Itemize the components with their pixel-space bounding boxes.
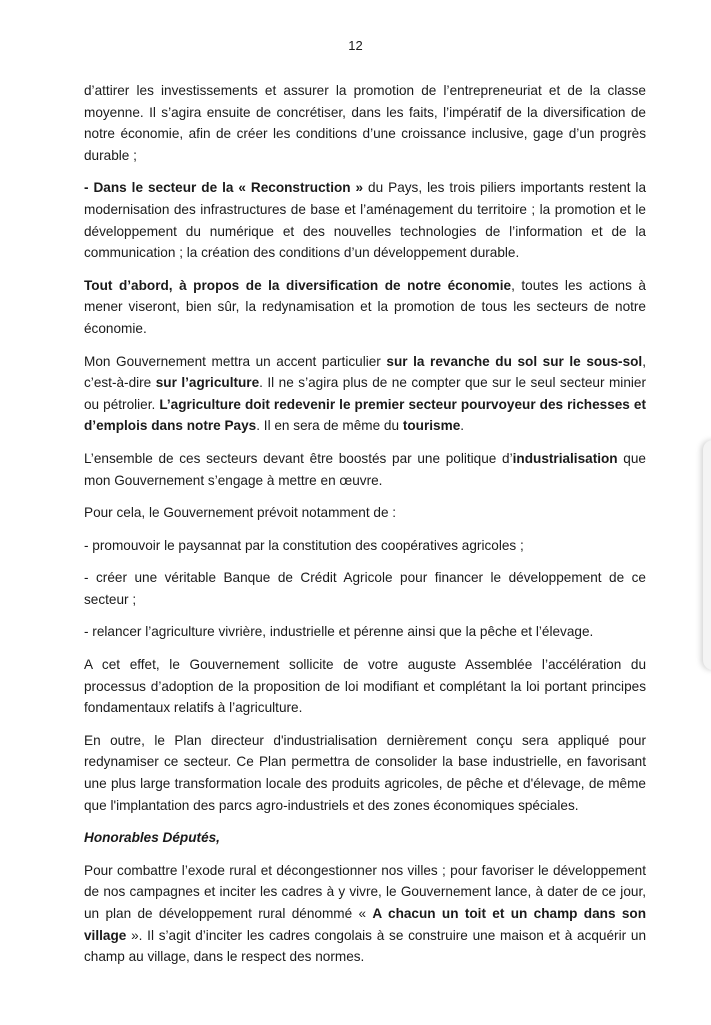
bold-text: sur la revanche du sol sur le sous-sol [386,353,643,369]
bold-text: industrialisation [512,450,618,466]
bold-text: Tout d’abord, à propos de la diversification de notre économie [84,277,512,293]
side-panel-handle[interactable] [703,440,711,670]
paragraph-plan-directeur [84,730,646,816]
text: A cet effet, le Gouvernement sollicite de votre auguste Assemblée l’accélération du processus d’adoption de la proposition de loi modifiant et complétant la loi portant principes fondamentaux relatifs à l’agriculture. [84,657,646,716]
paragraph-industrialisation [84,448,646,491]
bold-text: tourisme [402,418,461,434]
document-body [84,80,646,979]
text: que mon Gouvernement s’engage à mettre en œuvre. [84,450,646,488]
paragraph-agriculture [84,351,646,437]
text: du Pays, les trois piliers importants restent la modernisation des infrastructures de base et l’aménagement du territoire ; la promotion et le développement du numérique et des nouvelles technologies de l’information et de la communication ; la création des conditions d’un développement durable. [84,180,647,261]
text: En outre, le Plan directeur d'industrialisation dernièrement conçu sera appliqué pour redynamiser ce secteur. Ce Plan permettra de consolider la base industrielle, en favorisant une plus large transformation locale des produits agricoles, de pêche et d'élevage, de même que l'implantation des parcs agro-industriels et des zones économiques spéciales. [84,732,646,813]
text: Pour cela, le Gouvernement prévoit notamment de : [84,505,397,521]
bold-italic-text: Honorables Députés, [84,830,220,846]
bold-text: - Dans le secteur de la « Reconstruction » [84,180,364,196]
paragraph-assemblee [84,654,646,719]
text: - promouvoir le paysannat par la constitution des coopératives agricoles ; [84,537,524,553]
paragraph-reconstruction [84,177,646,263]
text: Mon Gouvernement mettra un accent particulier [84,353,387,369]
list-item [84,621,646,643]
text: , toutes les actions à mener viseront, bien sûr, la redynamisation et la promotion de tous les secteurs de notre économie. [84,277,646,336]
text: - créer une véritable Banque de Crédit Agricole pour financer le développement de ce secteur ; [84,570,646,607]
text: d’attirer les investissements et assurer la promotion de l’entrepreneuriat et de la classe moyenne. Il s’agira ensuite de concrétiser, dans les faits, l’impératif de la diversification de notre économie, afin de créer les conditions d’une croissance inclusive, gage d’un progrès durable ; [84,83,646,163]
bold-text: A chacun un toit et un champ dans son village [84,906,647,943]
bold-text: sur l’agriculture [155,375,260,391]
page-number: 12 [348,38,363,53]
salutation-heading [84,827,646,849]
text: . Il en sera de même du [256,418,403,434]
text: - relancer l’agriculture vivrière, industrielle et pérenne ainsi que la pêche et l’élevage. [84,624,594,640]
text: , c’est-à-dire [84,353,646,391]
text: ». Il s’agit d’inciter les cadres congolais à se construire une maison et à acquérir un champ au village, dans le respect des normes. [84,927,646,965]
paragraph-intro-list [84,502,646,524]
text: . Il ne s’agira plus de ne compter que sur le seul secteur minier ou pétrolier. [84,375,646,412]
paragraph-investissements [84,80,646,166]
text: L’ensemble de ces secteurs devant être boostés par une politique d’ [84,450,513,466]
paragraph-exode-rural [84,860,646,968]
text: . [460,418,465,434]
text: Pour combattre l’exode rural et décongestionner nos villes ; pour favoriser le développement de nos campagnes et inciter les cadres à y vivre, le Gouvernement lance, à dater de ce jour, un plan de développement rural dénommé « [84,862,646,921]
list-item [84,535,646,557]
list-item [84,567,646,610]
paragraph-diversification [84,275,646,340]
bold-text: L’agriculture doit redevenir le premier secteur pourvoyeur des richesses et d’emplois dans notre Pays [84,396,646,434]
